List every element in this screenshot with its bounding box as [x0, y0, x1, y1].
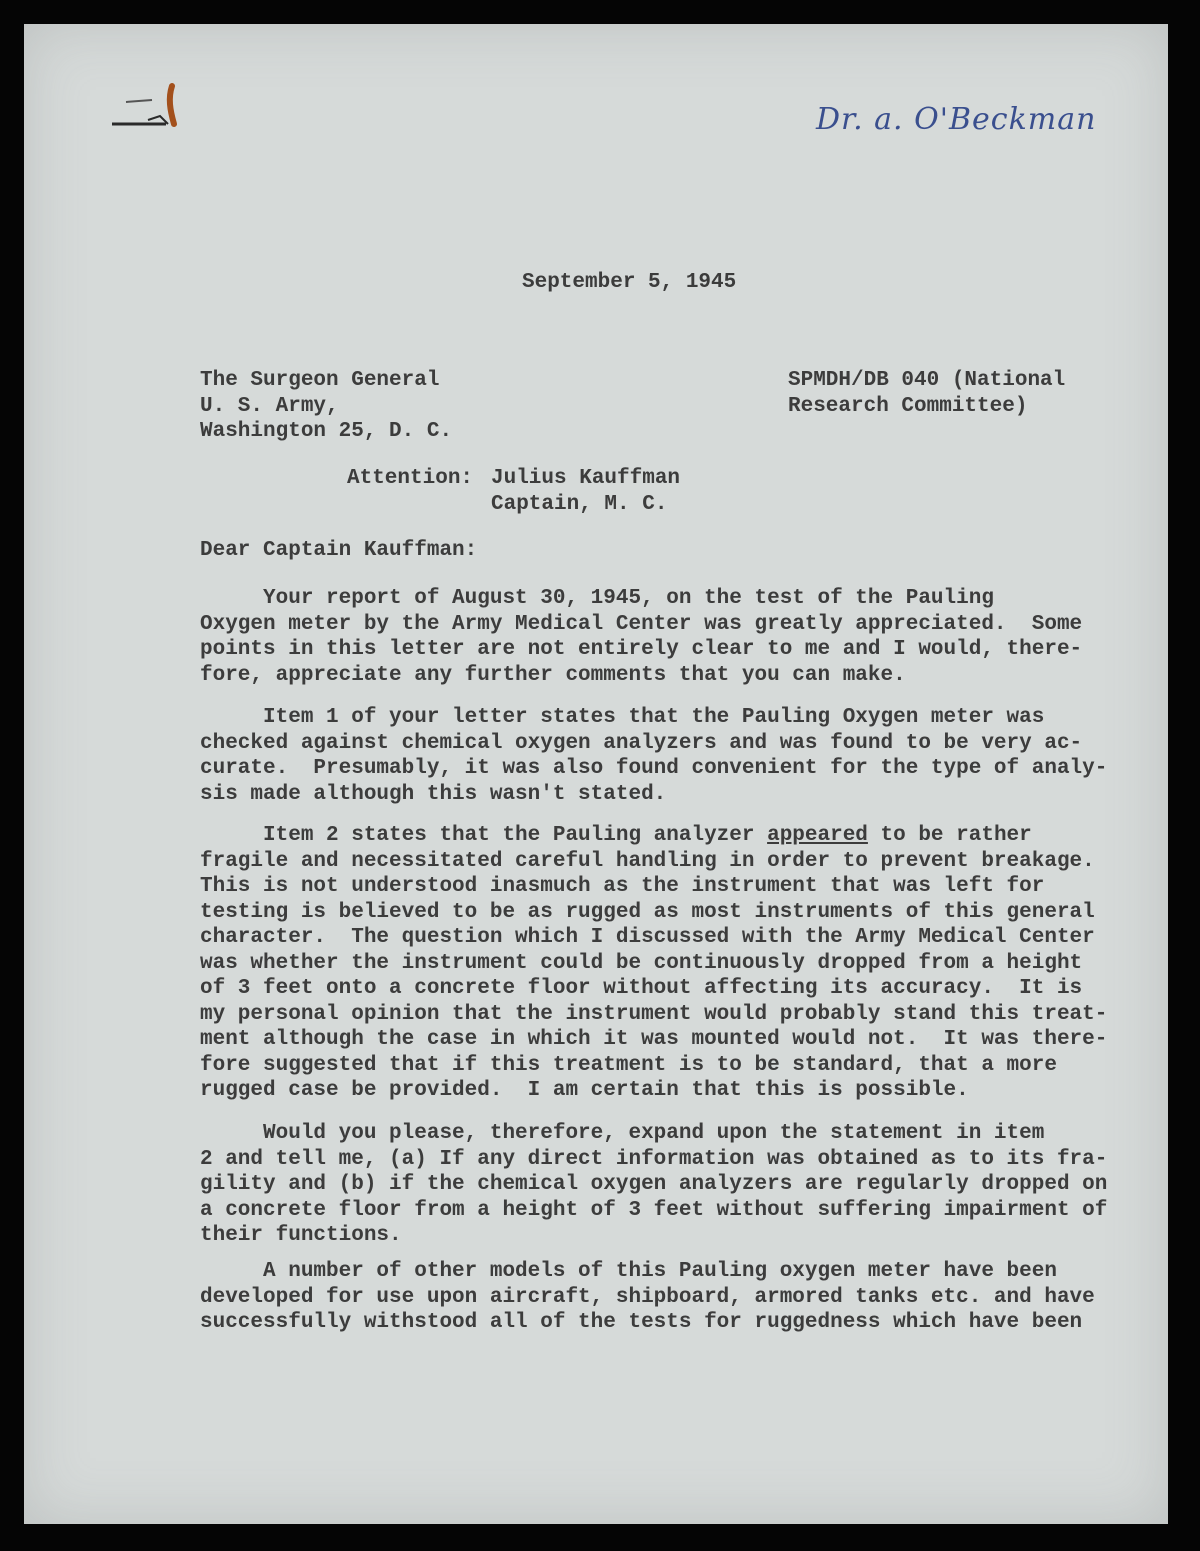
body-line: character. The question which I discussed with the Army Medical Center — [200, 926, 1095, 949]
body-line: successfully withstood all of the tests for ruggedness which have been — [200, 1311, 1083, 1334]
body-line: points in this letter are not entirely clear to me and I would, there- — [200, 638, 1083, 661]
body-line: ment although the case in which it was mounted would not. It was there- — [200, 1028, 1108, 1051]
body-line: Item 1 of your letter states that the Pauling Oxygen meter was — [200, 706, 1045, 729]
body-paragraph-5 — [200, 1259, 1095, 1336]
recipient-line: Washington 25, D. C. — [200, 420, 453, 443]
body-text: Item 2 states that the Pauling analyzer — [200, 824, 768, 847]
underlined-word: appeared — [767, 824, 868, 847]
body-paragraph-3 — [200, 823, 1108, 1104]
reference-line: Research Committee) — [788, 394, 1028, 418]
letter-date: September 5, 1945 — [522, 271, 737, 294]
body-paragraph-4 — [200, 1121, 1108, 1249]
body-paragraph-2 — [200, 705, 1108, 807]
body-line: Oxygen meter by the Army Medical Center was greatly appreciated. Some — [200, 612, 1083, 636]
body-line: of 3 feet onto a concrete floor without affecting its accuracy. It is — [200, 977, 1083, 1000]
recipient-line: U. S. Army, — [200, 394, 339, 418]
body-line: checked against chemical oxygen analyzers and was found to be very ac- — [200, 731, 1083, 755]
body-line: testing is believed to be as rugged as most instruments of this general — [200, 900, 1095, 924]
body-line: curate. Presumably, it was also found convenient for the type of analy- — [200, 757, 1108, 780]
body-line: their functions. — [200, 1224, 402, 1247]
body-line: fore, appreciate any further comments that you can make. — [200, 663, 906, 687]
body-line: 2 and tell me, (a) If any direct information was obtained as to its fra- — [200, 1147, 1108, 1171]
body-line: my personal opinion that the instrument would probably stand this treat- — [200, 1002, 1108, 1026]
reference-line: SPMDH/DB 040 (National — [788, 369, 1066, 392]
body-line: fragile and necessitated careful handling in order to prevent breakage. — [200, 849, 1095, 873]
reference-code — [788, 368, 1065, 419]
body-line: was whether the instrument could be continuously dropped from a height — [200, 951, 1083, 975]
attention-line: Captain, M. C. — [491, 492, 668, 516]
paper-clip-mark — [108, 80, 188, 130]
body-paragraph-1 — [200, 586, 1083, 688]
letter-page — [24, 24, 1168, 1524]
handwritten-annotation: Dr. a. O'Beckman — [816, 102, 1097, 137]
body-line: sis made although this wasn't stated. — [200, 782, 667, 806]
body-line: rugged case be provided. I am certain that this is possible. — [200, 1079, 969, 1102]
body-line: Your report of August 30, 1945, on the test of the Pauling — [200, 587, 994, 610]
salutation: Dear Captain Kauffman: — [200, 539, 478, 562]
body-line: developed for use upon aircraft, shipboard, armored tanks etc. and have — [200, 1285, 1095, 1309]
body-line: fore suggested that if this treatment is to be standard, that a more — [200, 1053, 1057, 1077]
body-line: gility and (b) if the chemical oxygen analyzers are regularly dropped on — [200, 1173, 1108, 1196]
recipient-line: The Surgeon General — [200, 369, 440, 392]
attention-name — [491, 466, 680, 517]
body-line: This is not understood inasmuch as the instrument that was left for — [200, 875, 1045, 898]
attention-label: Attention: — [347, 467, 474, 490]
recipient-address — [200, 368, 452, 445]
body-line: a concrete floor from a height of 3 feet without suffering impairment of — [200, 1198, 1108, 1222]
body-line — [200, 823, 1060, 849]
body-line: Would you please, therefore, expand upon the statement in item — [200, 1122, 1045, 1145]
body-line: A number of other models of this Pauling oxygen meter have been — [200, 1260, 1057, 1283]
attention-line: Julius Kauffman — [491, 467, 681, 490]
body-text: to be rather — [867, 824, 1032, 847]
